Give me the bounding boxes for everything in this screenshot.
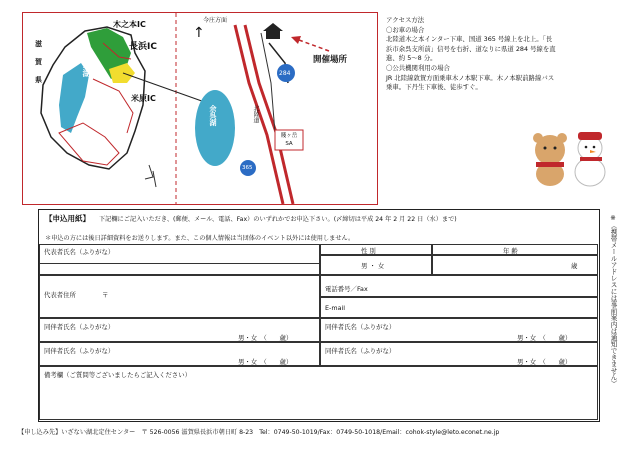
ic-nagahama-label: 長浜IC (129, 42, 157, 52)
mascot-illustration (522, 126, 614, 188)
rep-name-field[interactable] (39, 244, 320, 264)
phone-fax-field[interactable]: 電話番号／Fax (320, 275, 598, 297)
postal-mark: 〒 (102, 291, 109, 299)
companion-field[interactable]: 同伴者氏名（ふりがな） 男・女 （ 歳） (320, 342, 598, 366)
ic-maibara-label: 米原IC (131, 94, 156, 103)
companion-field[interactable]: 同伴者氏名（ふりがな） 男・女 （ 歳） (39, 342, 320, 366)
car-line: 進、約 5～8 分。 (386, 54, 437, 63)
side-note: ※（携帯メールアドレスには事前案内は通知できません） (609, 214, 617, 387)
contact-footer: 【申し込み先】いざない湖北定住センター 〒 526-0056 滋賀県長浜市朝日町 8-23 Tel：0749-50-1019/Fax：0749-50-1018/Email：cohok-style@leto.econet.ne.jp (18, 429, 500, 436)
access-map (22, 12, 378, 205)
car-line: 北陸道木之本インター下車、国道 365 号線上を北上。「長 (386, 35, 553, 44)
sa-label: SA (285, 141, 293, 147)
transit-line: 乗車。下丹生下車後、徒歩すぐ。 (386, 83, 482, 92)
yogo-lake-label: 余呉湖 (209, 105, 217, 126)
application-form (38, 209, 600, 422)
yogo-lake-shape (195, 90, 235, 166)
pref-char: 県 (35, 76, 42, 84)
companion-field[interactable]: 同伴者氏名（ふりがな） 男・女 （ 歳） (39, 318, 320, 342)
remarks-field[interactable]: 備考欄（ご質問等ございましたらご記入ください） (39, 366, 598, 420)
car-heading: 〇お車の場合 (386, 25, 425, 34)
route-365-label: 365 (242, 165, 253, 171)
privacy-note: ＊申込の方には後日詳細資料をお送りします。また、この個人情報は当団体のイベント以外には使用しません。 (45, 235, 355, 242)
address-field[interactable] (39, 275, 320, 318)
expressway-label: 北陸道 (252, 105, 259, 123)
route-284-label: 284 (279, 70, 291, 77)
form-title: 【申込用紙】 (45, 214, 90, 223)
sa-label: 賤ヶ岳 (280, 133, 298, 139)
address-label: 代表者住所 (44, 291, 76, 299)
venue-label: 開催場所 (313, 55, 348, 65)
age-header: 年 齢 (432, 244, 598, 255)
north-arrow: ↑ (193, 25, 205, 41)
map-graphic (23, 13, 377, 204)
rep-name-label: 代表者氏名（ふりがな） (44, 248, 115, 256)
gender-header: 性 別 (320, 244, 432, 255)
companion-field[interactable]: 同伴者氏名（ふりがな） 男・女 （ 歳） (320, 318, 598, 342)
lake-biwa-label: びわ湖 (82, 53, 91, 77)
imajo-label: 今庄方面 (203, 17, 228, 24)
pref-char: 滋 (35, 40, 42, 48)
gender-field[interactable]: 男 ・ 女 (320, 255, 432, 275)
access-title: アクセス方法 (386, 16, 425, 24)
email-field[interactable]: E-mail (320, 297, 598, 318)
ic-kinomoto-label: 木之本IC (113, 20, 146, 29)
form-instruction: 下記欄にご記入いただき、(郵便、メール、電話、Fax）のいずれかでお申込下さい。(〆締切は平成 24 年 2 月 22 日（水）まで) (99, 216, 457, 223)
transit-heading: 〇公共機関利用の場合 (386, 63, 450, 72)
transit-line: JR 北陸線敦賀方面乗車木ノ本駅下車。木ノ本駅前路線バス (386, 73, 555, 82)
car-line: 浜市余呉支所前」信号を右折、道なりに県道 284 号線を直 (386, 44, 556, 53)
age-field[interactable]: 歳 (432, 255, 598, 275)
pref-char: 賀 (35, 58, 42, 66)
